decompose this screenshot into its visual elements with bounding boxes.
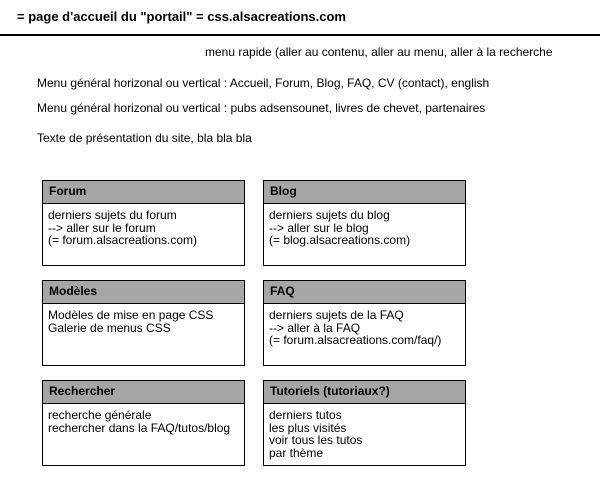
forum-box-line[interactable]: derniers sujets du forum (48, 208, 177, 222)
blog-box-line: (= blog.alsacreations.com) (269, 233, 411, 247)
main-menu-primary[interactable]: Menu général horizonal ou vertical : Accueil, Forum, Blog, FAQ, CV (contact), english (37, 76, 490, 90)
forum-box-title[interactable]: Forum (43, 181, 244, 204)
tutoriels-box-line[interactable]: par thème (269, 445, 324, 460)
forum-box-body (43, 204, 244, 247)
rechercher-box-title[interactable]: Rechercher (43, 381, 244, 404)
tutoriels-box-line[interactable]: les plus visités (269, 420, 347, 435)
modeles-box-line[interactable]: Modèles de mise en page CSS (48, 308, 214, 322)
modeles-box-title[interactable]: Modèles (43, 281, 244, 304)
rechercher-box-line[interactable]: rechercher dans la FAQ/tutos/blog (48, 420, 231, 435)
blog-box-line[interactable]: derniers sujets du blog (269, 208, 390, 222)
site-intro-text: Texte de présentation du site, bla bla bla (37, 131, 252, 145)
blog-box-title[interactable]: Blog (264, 181, 465, 204)
blog-box-line[interactable]: --> aller sur le blog (269, 220, 369, 235)
page-title: = page d'accueil du "portail" = css.alsacreations.com (17, 9, 346, 24)
faq-box-title[interactable]: FAQ (264, 281, 465, 304)
modeles-box-body (43, 304, 244, 334)
faq-box (263, 280, 466, 366)
modeles-box (42, 280, 245, 366)
tutoriels-box-line[interactable]: derniers tutos (269, 408, 342, 422)
blog-box (263, 180, 466, 266)
forum-box (42, 180, 245, 266)
tutoriels-box-body (264, 404, 465, 459)
blog-box-body (264, 204, 465, 247)
tutoriels-box-line[interactable]: voir tous les tutos (269, 433, 363, 447)
faq-box-body (264, 304, 465, 347)
main-menu-secondary[interactable]: Menu général horizonal ou vertical : pubs adsensounet, livres de chevet, partenaires (37, 101, 486, 115)
faq-box-line[interactable]: --> aller à la FAQ (269, 320, 361, 335)
title-divider (0, 34, 600, 36)
modeles-box-line[interactable]: Galerie de menus CSS (48, 320, 171, 335)
forum-box-line[interactable]: --> aller sur le forum (48, 220, 156, 235)
rechercher-box-body (43, 404, 244, 434)
tutoriels-box (263, 380, 466, 466)
faq-box-line: (= forum.alsacreations.com/faq/) (269, 333, 442, 347)
rechercher-box (42, 380, 245, 466)
quick-menu[interactable]: menu rapide (aller au contenu, aller au menu, aller à la recherche (205, 45, 553, 59)
forum-box-line: (= forum.alsacreations.com) (48, 233, 198, 247)
rechercher-box-line[interactable]: recherche générale (48, 408, 152, 422)
tutoriels-box-title[interactable]: Tutoriels (tutoriaux?) (264, 381, 465, 404)
faq-box-line[interactable]: derniers sujets de la FAQ (269, 308, 404, 322)
